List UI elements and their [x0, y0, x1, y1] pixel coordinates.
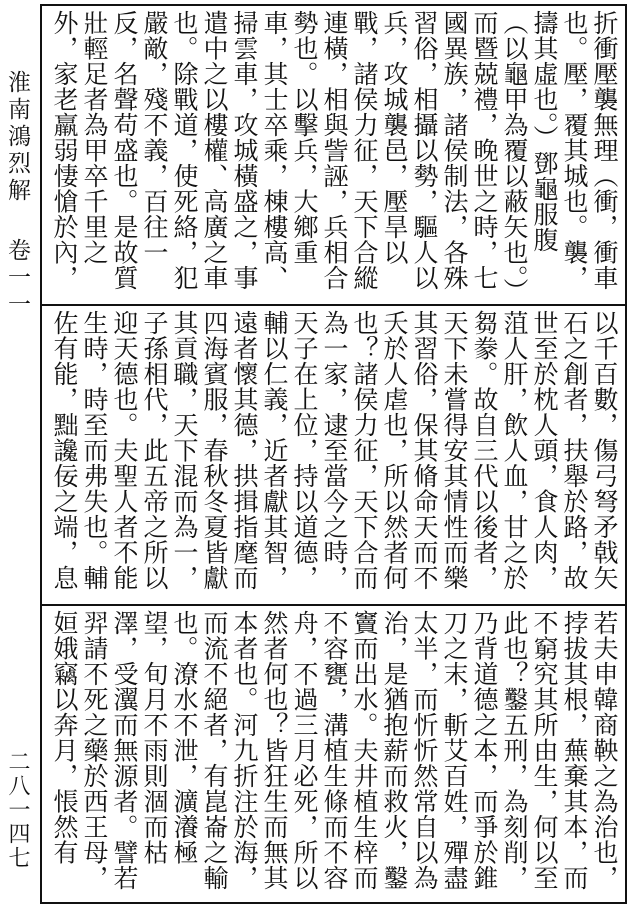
text-panel-top [42, 6, 625, 306]
panel-text: 折衝壓襲無理（衝，衝車也。壓，覆其城也。襲，擣其虛也。）鄧龜服腹（以龜甲為覆以蔽矢也。）而暨兢禮，晚世之時，七國異族，諸侯制法，各殊習俗，相攝以勢，驅人以兵，攻城襲邑，壓旱以戰，諸侯力征，天下合縱連橫，相與訾誣，兵相合勢也。以擊兵，大鄉重車，其士卒乘，棟樓高、掃雲車，攻城橫盛之，事遣中之以樓權、高廣之車也。除戰道，使死絡，犯嚴敵，殘不義，百往一反，名聲苟盛也。是故質壯輕足者為甲卒千里之外，家老羸弱悽愴於內， [50, 10, 619, 291]
page-number: 二八一四七 [5, 750, 30, 870]
text-panel-bottom [42, 606, 625, 902]
margin-book-title [4, 70, 30, 319]
panel-text: 以千百數，傷弓弩矛戟矢石之創者，扶舉於路，故世至於枕人頭，食人肉，菹人肝，飲人血，甘之於芻豢。故自三代以後者，天下未嘗得安其情性而樂其習俗，保其脩命天而不夭於人虐也，所以然者何也？諸侯力征，天下合而為一家，逮至當今之時，天子在上位，持以道德，輔以仁義，近者獻其智，遠者懷其德，拱揖指麾而四海賓服，春秋冬夏皆獻其貢職，天下混而為一，子孫相代，此五帝之所以迎天德也。夫聖人者不能生時，時至而弗失也。輔佐有能，黜讒佞之端，息 [50, 310, 619, 591]
text-panel-middle [42, 306, 625, 606]
book-title: 淮南鴻烈解 [4, 70, 30, 205]
panel-text: 若夫申韓商鞅之為治也，挬拔其根，蕪棄其本，而不窮究其所由生，何以至此也？鑿五刑，為刻削，乃背道德之本，而爭於錐刀之末，斬艾百姓，殫盡太半，而忻忻然常自以為治，是猶抱薪而救火，鑿竇而出水。夫井植生梓而不容甕，溝植生條而不容舟，不過三月必死，所以然者何也？皆狂生而無其本者也。河九折注於海，而流不絕者，有崑崙之輸也。潦水不泄，瀇瀁極望，旬月不雨則涸而枯澤，受瀷而無源者。譬若羿請不死之藥於西王母，姮娥竊以奔月，悵然有 [50, 610, 619, 891]
page-frame [40, 4, 627, 904]
chapter-label: 卷一一 [4, 238, 30, 320]
